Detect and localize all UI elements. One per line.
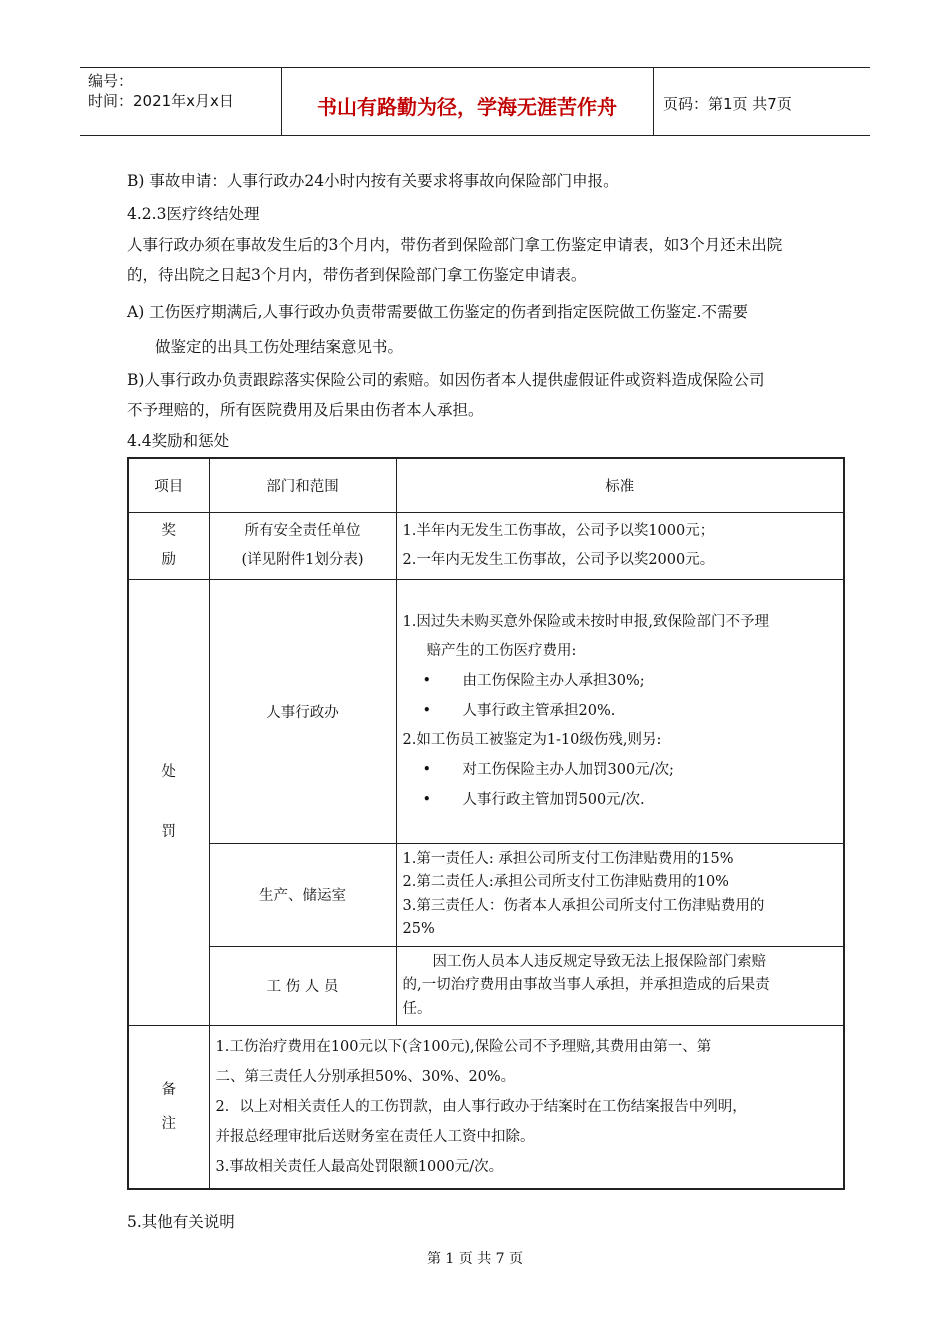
- item-cell: 处 罚: [128, 579, 209, 1026]
- header-meta: [88, 71, 234, 111]
- standard-cell: 1.第一责任人: 承担公司所支付工伤津贴费用的15% 2.第二责任人:承担公司所支付工伤津贴费用的10% 3.第三责任人：伤者本人承担公司所支付工伤津贴费用的 25%: [396, 843, 844, 946]
- header-divider: [653, 67, 654, 135]
- table-row-reward: [128, 512, 844, 579]
- paragraph-line: A) 工伤医疗期满后,人事行政办负责带需要做工伤鉴定的伤者到指定医院做工伤鉴定.不需要: [127, 303, 749, 321]
- paragraph-line: 人事行政办须在事故发生后的3个月内，带伤者到保险部门拿工伤鉴定申请表，如3个月还未出院: [127, 236, 783, 254]
- header-cell-item: 项目: [128, 458, 209, 512]
- paragraph-line: B) 事故申请：人事行政办24小时内按有关要求将事故向保险部门申报。: [127, 172, 619, 190]
- header-page-info: 页码：第1页 共7页: [663, 95, 792, 113]
- bullet-item: • 对工伤保险主办人加罚300元/次;: [422, 761, 674, 778]
- standard-cell: 1.半年内无发生工伤事故，公司予以奖1000元； 2.一年内无发生工伤事故，公司予以奖2000元。: [396, 512, 844, 579]
- standard-cell: 因工伤人员本人违反规定导致无法上报保险部门索赔 的,一切治疗费用由事故当事人承担，并承担造成的后果责 任。: [396, 946, 844, 1026]
- bullet-item: • 人事行政主管加罚500元/次.: [422, 791, 645, 808]
- notes-cell: 1.工伤治疗费用在100元以下(含100元),保险公司不予理赔,其费用由第一、第 二、第三责任人分别承担50%、30%、20%。 2．以上对相关责任人的工伤罚款，由人事行政办于结案时在工伤结案报告中列明， 并报总经理审批后送财务室在责任人工资中扣除。 3.事故相关责任人最高处罚限额1000元/次。: [209, 1026, 844, 1189]
- table-row-penalty-prod: [128, 843, 844, 946]
- item-cell: 备 注: [128, 1026, 209, 1189]
- bullet-item: • 由工伤保险主办人承担30%;: [422, 672, 645, 689]
- table-row-penalty-injured: [128, 946, 844, 1026]
- dept-cell: 所有安全责任单位 (详见附件1划分表): [209, 512, 396, 579]
- table-header-row: [128, 458, 844, 512]
- dept-cell: 工 伤 人 员: [209, 946, 396, 1026]
- standard-cell: 1.因过失未购买意外保险或未按时申报,致保险部门不予理 赔产生的工伤医疗费用: • 由工伤保险主办人承担30%; • 人事行政主管承担20%. 2.如工伤员工被鉴定为1-10级伤残,则另: • 对工伤保险主办人加罚300元/次; • 人事行政主管加罚500元/次.: [396, 579, 844, 843]
- section-heading: 4.4奖励和惩处: [127, 432, 230, 450]
- dept-cell: 生产、储运室: [209, 843, 396, 946]
- page-footer: 第 1 页 共 7 页: [426, 1251, 524, 1267]
- paragraph-line: B)人事行政办负责跟踪落实保险公司的索赔。如因伤者本人提供虚假证件或资料造成保险公司: [127, 371, 765, 389]
- paragraph-line: 的，待出院之日起3个月内，带伤者到保险部门拿工伤鉴定申请表。: [127, 266, 587, 284]
- header-motto: 书山有路勤为径，学海无涯苦作舟: [317, 95, 617, 119]
- section-heading: 4.2.3医疗终结处理: [127, 205, 260, 223]
- doc-time-label: 时间：2021年x月x日: [88, 92, 234, 110]
- paragraph-line: 做鉴定的出具工伤处理结案意见书。: [155, 338, 404, 356]
- header-cell-dept: 部门和范围: [209, 458, 396, 512]
- bullet-item: • 人事行政主管承担20%.: [422, 702, 616, 719]
- doc-number-label: 编号：: [88, 72, 134, 90]
- reward-penalty-table: [127, 457, 845, 1190]
- header-rule-bottom: [80, 135, 870, 136]
- header-cell-standard: 标准: [396, 458, 844, 512]
- table-row-penalty-hr: [128, 579, 844, 843]
- item-cell: 奖 励: [128, 512, 209, 579]
- header-rule-top: [80, 67, 870, 68]
- paragraph-line: 不予理赔的，所有医院费用及后果由伤者本人承担。: [127, 401, 484, 419]
- table-row-notes: [128, 1026, 844, 1189]
- section-heading: 5.其他有关说明: [127, 1213, 235, 1231]
- dept-cell: 人事行政办: [209, 579, 396, 843]
